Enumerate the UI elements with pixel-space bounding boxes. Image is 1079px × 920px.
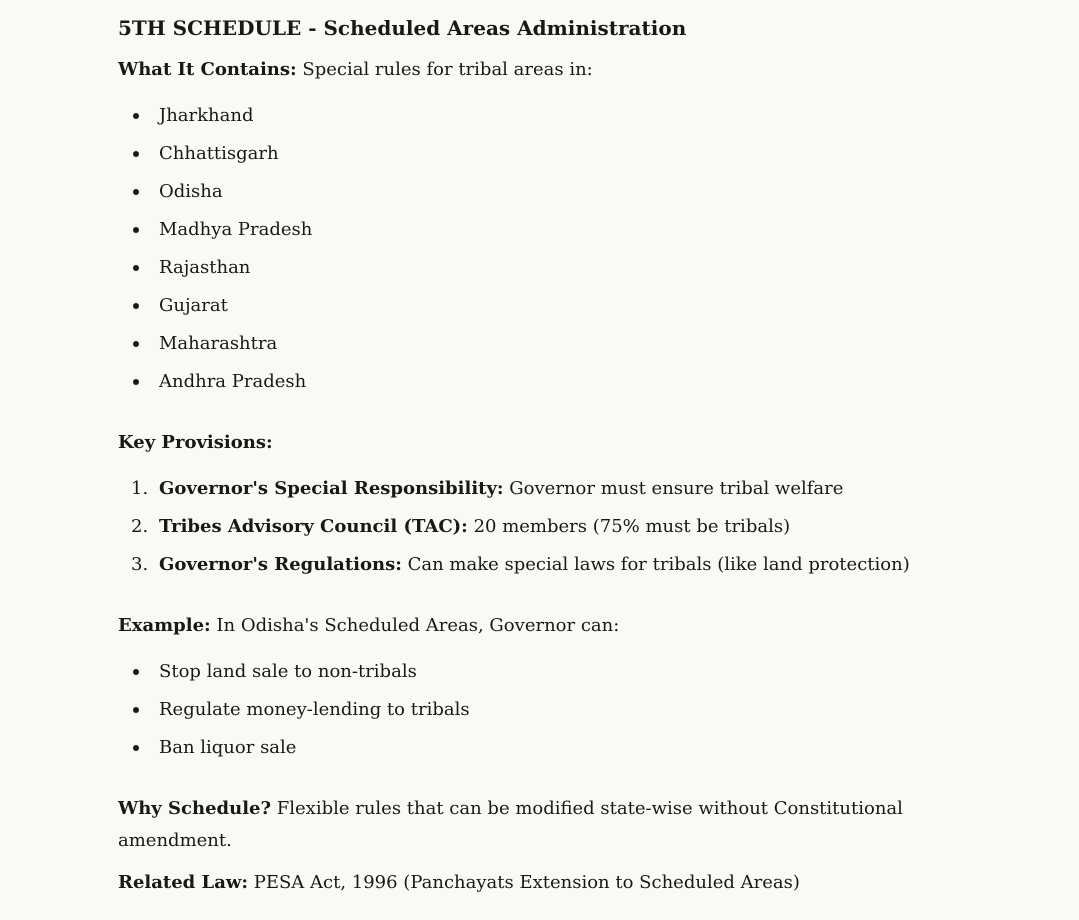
list-item bbox=[118, 100, 954, 132]
state-name: Jharkhand bbox=[159, 105, 254, 126]
provision-text: Can make special laws for tribals (like land protection) bbox=[401, 554, 910, 575]
example-item-text: Stop land sale to non-tribals bbox=[159, 661, 417, 682]
bullet-icon bbox=[133, 341, 139, 347]
related-law-text: PESA Act, 1996 (Panchayats Extension to Scheduled Areas) bbox=[248, 872, 800, 893]
why-schedule-paragraph bbox=[118, 793, 954, 857]
bullet-icon bbox=[133, 745, 139, 751]
example-paragraph bbox=[118, 610, 954, 642]
list-item bbox=[118, 252, 954, 284]
example-list bbox=[118, 656, 954, 764]
what-it-contains-paragraph bbox=[118, 54, 954, 86]
list-number: 1. bbox=[131, 478, 149, 499]
example-label: Example: bbox=[118, 615, 211, 636]
provision-text: 20 members (75% must be tribals) bbox=[467, 516, 791, 537]
why-schedule-text: Flexible rules that can be modified state-wise without Constitutional amendment. bbox=[118, 798, 903, 851]
provision-label: Governor's Special Responsibility: bbox=[159, 478, 504, 499]
state-name: Maharashtra bbox=[159, 333, 278, 354]
what-it-contains-text: Special rules for tribal areas in: bbox=[296, 59, 593, 80]
bullet-icon bbox=[133, 265, 139, 271]
list-item bbox=[118, 366, 954, 398]
bullet-icon bbox=[133, 707, 139, 713]
example-text: In Odisha's Scheduled Areas, Governor can: bbox=[210, 615, 620, 636]
bullet-icon bbox=[133, 113, 139, 119]
document-body bbox=[118, 12, 954, 909]
key-provisions-heading-label: Key Provisions: bbox=[118, 432, 273, 453]
related-law-paragraph bbox=[118, 867, 954, 899]
provision-label: Governor's Regulations: bbox=[159, 554, 402, 575]
list-item bbox=[118, 473, 954, 505]
list-number: 3. bbox=[131, 554, 149, 575]
example-item-text: Regulate money-lending to tribals bbox=[159, 699, 470, 720]
example-item-text: Ban liquor sale bbox=[159, 737, 297, 758]
state-name: Rajasthan bbox=[159, 257, 251, 278]
bullet-icon bbox=[133, 189, 139, 195]
list-item bbox=[118, 138, 954, 170]
state-name: Andhra Pradesh bbox=[159, 371, 307, 392]
state-name: Chhattisgarh bbox=[159, 143, 279, 164]
state-name: Odisha bbox=[159, 181, 223, 202]
bullet-icon bbox=[133, 151, 139, 157]
list-item bbox=[118, 176, 954, 208]
states-list bbox=[118, 100, 954, 398]
state-name: Madhya Pradesh bbox=[159, 219, 313, 240]
document-title: 5TH SCHEDULE - Scheduled Areas Administration bbox=[118, 16, 687, 40]
list-item bbox=[118, 732, 954, 764]
what-it-contains-label: What It Contains: bbox=[118, 59, 297, 80]
list-item bbox=[118, 511, 954, 543]
key-provisions-list bbox=[118, 473, 954, 581]
why-schedule-label: Why Schedule? bbox=[118, 798, 272, 819]
list-item bbox=[118, 549, 954, 581]
provision-text: Governor must ensure tribal welfare bbox=[503, 478, 844, 499]
bullet-icon bbox=[133, 227, 139, 233]
bullet-icon bbox=[133, 669, 139, 675]
bullet-icon bbox=[133, 303, 139, 309]
bullet-icon bbox=[133, 379, 139, 385]
list-item bbox=[118, 656, 954, 688]
list-item bbox=[118, 214, 954, 246]
related-law-label: Related Law: bbox=[118, 872, 248, 893]
list-number: 2. bbox=[131, 516, 149, 537]
provision-label: Tribes Advisory Council (TAC): bbox=[159, 516, 468, 537]
list-item bbox=[118, 290, 954, 322]
state-name: Gujarat bbox=[159, 295, 228, 316]
list-item bbox=[118, 694, 954, 726]
list-item bbox=[118, 328, 954, 360]
key-provisions-heading bbox=[118, 427, 954, 459]
